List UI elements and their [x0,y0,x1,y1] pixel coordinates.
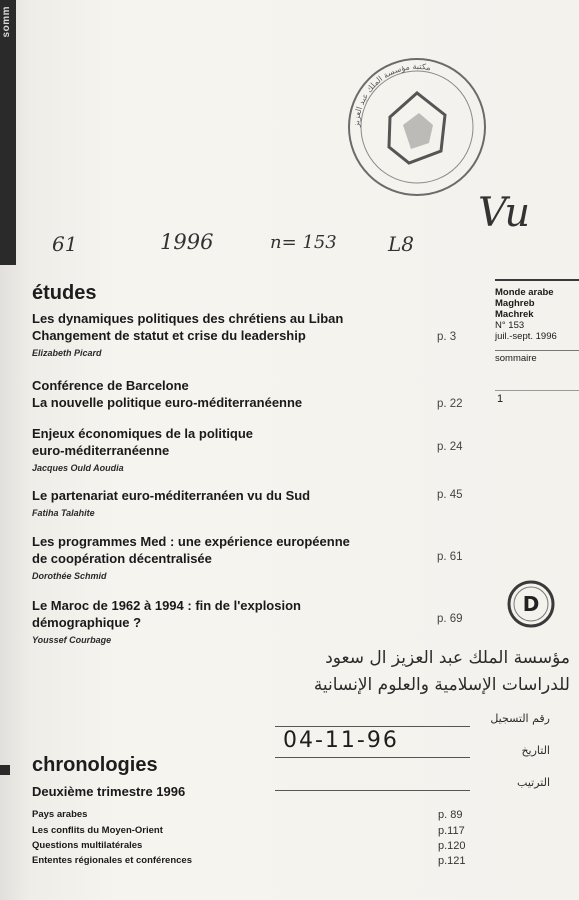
stamp-date-value: 04-11-96 [283,728,399,753]
sommaire-label: sommaire [495,353,537,364]
chronology-label: Pays arabes [32,809,88,820]
library-seal [345,55,490,200]
entry-title-line: Changement de statut et crise du leadership [32,328,306,343]
chronology-entry[interactable] [32,825,472,836]
entry-title [32,377,472,411]
entry-title-line: Les dynamiques politiques des chrétiens au Liban [32,311,344,326]
spine-mark [0,765,10,775]
toc-entry[interactable] [32,487,472,518]
chronology-label: Questions multilatérales [32,840,143,851]
entry-title-line: Le partenariat euro-méditerranéen vu du Sud [32,488,311,503]
entry-title-line: Le Maroc de 1962 à 1994 : fin de l'explosion [32,598,301,613]
entry-author: Elizabeth Picard [32,348,102,358]
entry-page: p. 24 [437,441,463,453]
toc-entry[interactable] [32,597,472,645]
journal-sidebar [495,279,579,405]
chronology-entry[interactable] [32,840,472,851]
chronology-label: Ententes régionales et conférences [32,855,192,866]
stamp-letter: D [522,592,540,616]
toc-entry[interactable] [32,425,472,473]
handwritten-vu: Vu [478,190,531,236]
stamp-registration-label: رقم التسجيل [490,712,550,725]
entry-title-line: de coopération décentralisée [32,551,212,566]
stamp-date-label: التاريخ [521,744,550,757]
stamp-institution-line: للدراسات الإسلامية والعلوم الإنسانية [313,675,570,695]
circled-letter-stamp [505,578,557,630]
journal-name [495,287,579,320]
issue-number: N° 153 [495,320,525,331]
handwritten-number: n= 153 [270,232,337,253]
entry-page: p. 45 [437,489,463,501]
stamp-field-line [275,726,470,727]
journal-line: Machrek [495,309,534,320]
entry-title-line: démographique ? [32,615,142,630]
entry-author: Dorothée Schmid [32,571,107,581]
section-heading-chronologies: chronologies [32,754,158,776]
page-number: 1 [497,393,504,405]
chronology-page: p.120 [438,840,466,852]
toc-entry[interactable] [32,310,472,358]
chronology-entry[interactable] [32,855,472,866]
entry-title [32,310,472,344]
journal-line: Maghreb [495,298,535,309]
chronology-page: p.117 [438,825,465,837]
entry-page: p. 69 [437,613,463,625]
spine-band [0,0,16,265]
chronologies-subheading: Deuxième trimestre 1996 [32,784,186,799]
entry-author: Youssef Courbage [32,635,112,645]
sidebar-divider [495,350,579,351]
chronology-label: Les conflits du Moyen-Orient [32,825,163,836]
sidebar-divider [495,390,579,391]
entry-page: p. 61 [437,551,463,563]
handwritten-61: 61 [52,232,78,256]
stamp-institution-line: مؤسسة الملك عبد العزيز ال سعود [325,648,570,668]
stamp-field-line [275,757,470,758]
entry-title [32,425,472,459]
seal-text: مكتبة مؤسسة الملك عبد العزيز [351,61,432,128]
entry-page: p. 3 [437,331,457,343]
chronology-page: p. 89 [438,809,463,821]
entry-title-line: Enjeux économiques de la politique [32,426,254,441]
journal-line: Monde arabe [495,287,554,298]
spine-label: somm [1,6,12,38]
sidebar-top-rule [495,279,579,281]
toc-entry[interactable] [32,377,472,411]
entry-title-line: La nouvelle politique euro-méditerranéenne [32,395,303,410]
entry-title [32,533,472,567]
entry-title-line: euro-méditerranéenne [32,443,170,458]
entry-title-line: Les programmes Med : une expérience européenne [32,534,350,549]
chronology-entry[interactable] [32,809,472,820]
entry-author: Fatiha Talahite [32,508,95,518]
entry-author: Jacques Ould Aoudia [32,463,124,473]
entry-title [32,597,472,631]
entry-page: p. 22 [437,398,463,410]
issue-date: juil.-sept. 1996 [495,331,557,342]
entry-title [32,487,472,504]
stamp-field-line [275,790,470,791]
stamp-class-label: الترتيب [517,776,550,789]
handwritten-year: 1996 [160,230,214,254]
handwritten-l8: L8 [388,232,415,256]
entry-title-line: Conférence de Barcelone [32,378,189,393]
toc-entry[interactable] [32,533,472,581]
section-heading-etudes: études [32,282,97,304]
chronology-page: p.121 [438,855,466,867]
